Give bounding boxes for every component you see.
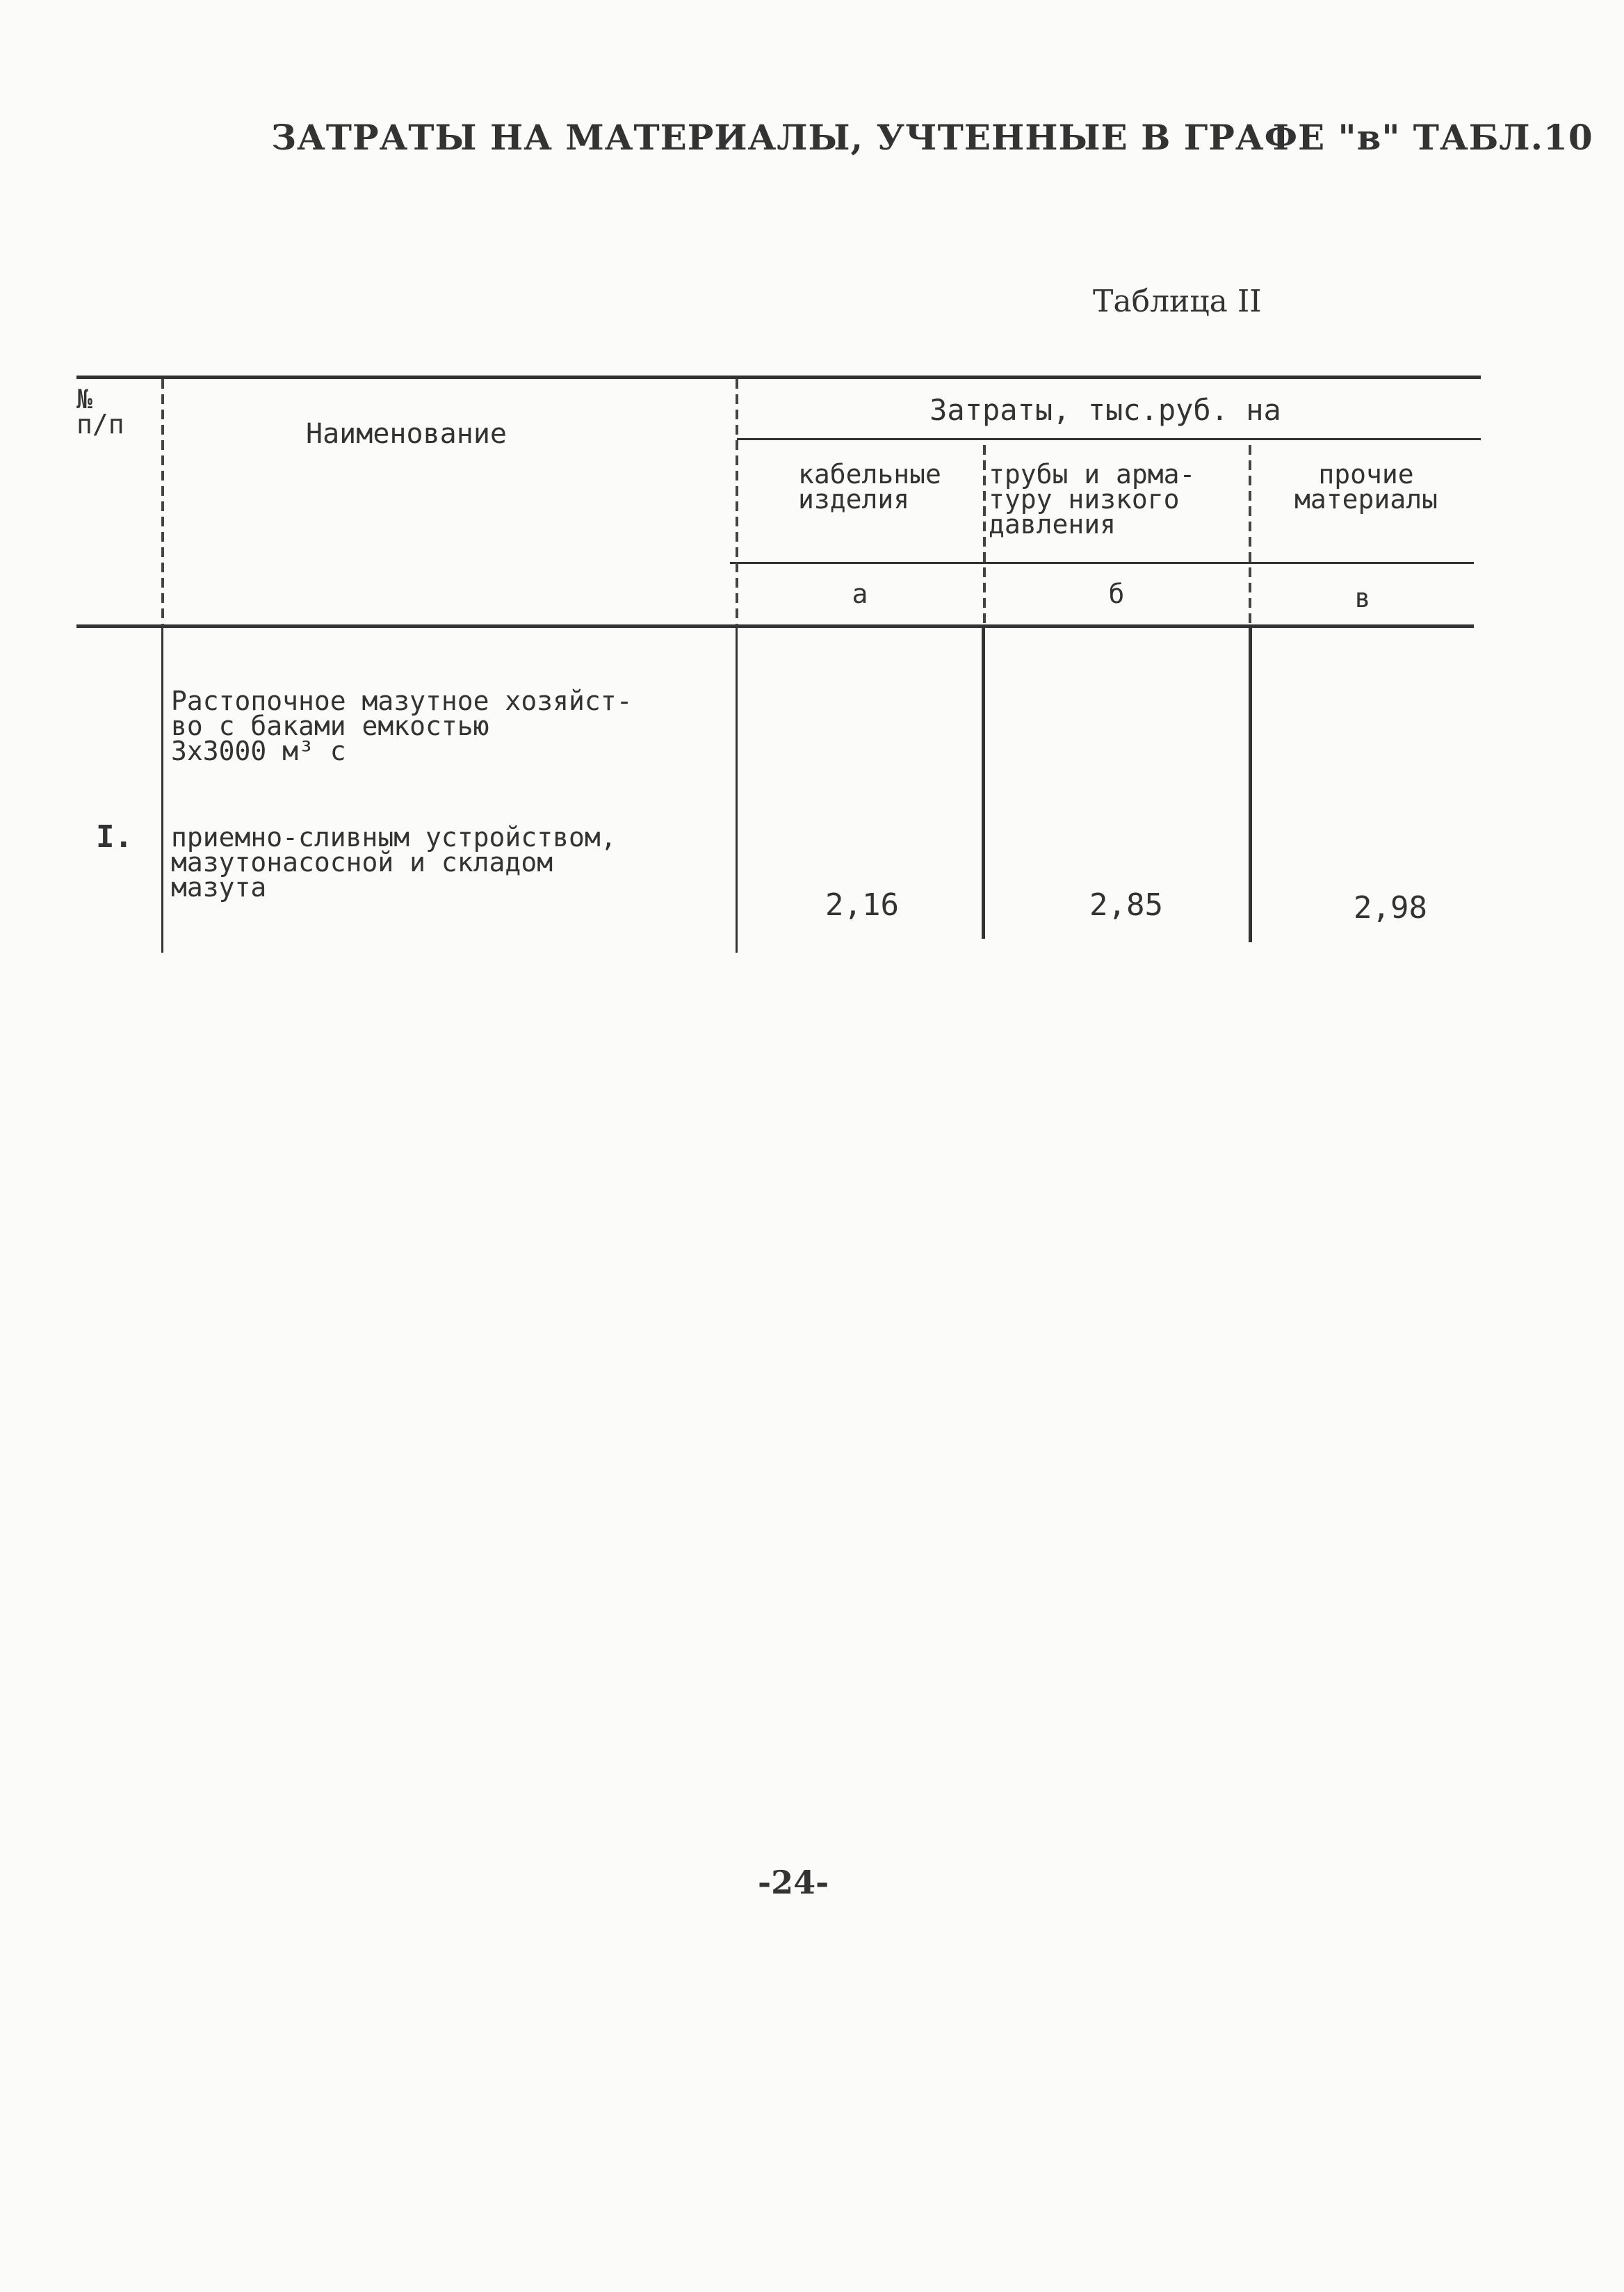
row-value-a: 2,16 <box>825 887 899 923</box>
header-col-a: кабельные изделия <box>798 459 941 515</box>
table-top-rule <box>76 376 1481 379</box>
header-letter-c: в <box>1354 583 1371 613</box>
group-header-rule <box>737 438 1481 440</box>
row-name-part2: приемно-сливным устройством, мазутонасосной и складом мазута <box>171 822 617 903</box>
header-bottom-rule <box>76 624 1474 628</box>
header-num: № п/п <box>76 384 124 439</box>
header-name: Наименование <box>306 418 507 450</box>
col-a-b-divider-body <box>982 626 985 939</box>
column-header-rule <box>730 562 1474 564</box>
header-letter-a: а <box>852 579 868 609</box>
row-name-part1: Растопочное мазутное хозяйст- во с баками емкостью 3х3000 м³ с <box>171 686 633 766</box>
table-label: Таблица II <box>1093 284 1262 319</box>
row-num: I. <box>96 819 133 855</box>
name-costs-divider-body <box>736 626 738 953</box>
page-number: -24- <box>758 1864 829 1901</box>
header-costs-group: Затраты, тыс.руб. на <box>929 393 1281 427</box>
header-col-b: трубы и арма- туру низкого давления <box>989 459 1196 540</box>
num-column-divider <box>161 379 164 626</box>
col-b-c-divider-body <box>1249 626 1252 942</box>
row-value-c: 2,98 <box>1354 890 1427 926</box>
name-column-divider-body <box>161 626 163 953</box>
page-title: ЗАТРАТЫ НА МАТЕРИАЛЫ, УЧТЕННЫЕ В ГРАФЕ "в" ТАБЛ.10 <box>271 117 1593 158</box>
row-value-b: 2,85 <box>1089 887 1163 923</box>
header-col-c: прочие материалы <box>1294 459 1438 515</box>
header-letter-b: б <box>1108 579 1125 609</box>
